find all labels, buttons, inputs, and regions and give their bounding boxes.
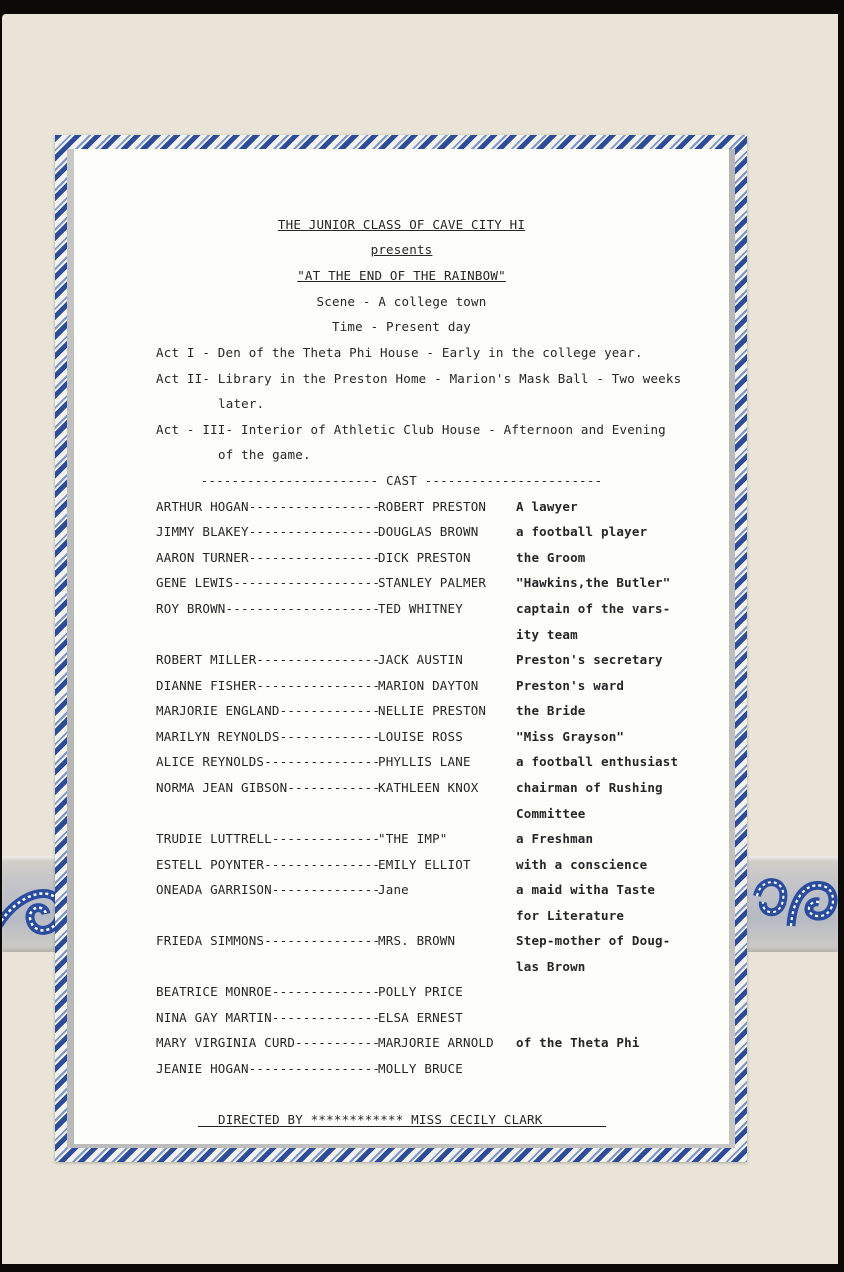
role-name: STANLEY PALMER <box>378 575 487 590</box>
actor-name: NINA GAY MARTIN-------------- <box>156 1010 381 1025</box>
program-card <box>74 149 729 1144</box>
act-line: Act I - Den of the Theta Phi House - Early in the college year. <box>156 345 643 360</box>
actor-name: GENE LEWIS------------------- <box>156 575 381 590</box>
act-line: of the game. <box>218 447 311 462</box>
role-name: MRS. BROWN <box>378 933 456 948</box>
program-content <box>74 149 729 1144</box>
actor-name: ESTELL POYNTER--------------- <box>156 857 381 872</box>
actor-name: MARJORIE ENGLAND------------- <box>156 703 381 718</box>
role-name: MARION DAYTON <box>378 678 479 693</box>
actor-name: BEATRICE MONROE-------------- <box>156 984 381 999</box>
role-description-continued: las Brown <box>516 959 586 974</box>
actor-name: MARY VIRGINIA CURD----------- <box>156 1035 381 1050</box>
rope-border-frame <box>55 135 747 1162</box>
role-description-continued: for Literature <box>516 908 625 923</box>
play-title: "AT THE END OF THE RAINBOW" <box>297 268 506 283</box>
role-description: Preston's secretary <box>516 652 663 667</box>
role-name: DOUGLAS BROWN <box>378 524 479 539</box>
role-description: a Freshman <box>516 831 594 846</box>
scene-line: Scene - A college town <box>316 294 487 309</box>
role-description: chairman of Rushing <box>516 780 663 795</box>
role-name: ROBERT PRESTON <box>378 499 487 514</box>
director-credit: DIRECTED BY ************ MISS CECILY CLARK <box>198 1112 606 1127</box>
actor-name: ARTHUR HOGAN----------------- <box>156 499 381 514</box>
actor-name: FRIEDA SIMMONS--------------- <box>156 933 381 948</box>
role-description: a football player <box>516 524 648 539</box>
role-name: POLLY PRICE <box>378 984 463 999</box>
role-name: "THE IMP" <box>378 831 448 846</box>
actor-name: ONEADA GARRISON-------------- <box>156 882 381 897</box>
role-description: "Miss Grayson" <box>516 729 625 744</box>
role-description: Step-mother of Doug- <box>516 933 671 948</box>
role-description-continued: Committee <box>516 806 586 821</box>
role-name: KATHLEEN KNOX <box>378 780 479 795</box>
role-name: JACK AUSTIN <box>378 652 463 667</box>
role-name: DICK PRESTON <box>378 550 471 565</box>
role-name: EMILY ELLIOT <box>378 857 471 872</box>
program-page <box>2 14 838 1264</box>
role-description: "Hawkins,the Butler" <box>516 575 671 590</box>
role-description: a maid witha Taste <box>516 882 656 897</box>
presents-line: presents <box>370 242 433 257</box>
role-name: NELLIE PRESTON <box>378 703 487 718</box>
actor-name: AARON TURNER----------------- <box>156 550 381 565</box>
role-name: TED WHITNEY <box>378 601 463 616</box>
actor-name: TRUDIE LUTTRELL-------------- <box>156 831 381 846</box>
role-name: Jane <box>378 882 409 897</box>
role-name: PHYLLIS LANE <box>378 754 471 769</box>
act-line: later. <box>218 396 265 411</box>
role-description: a football enthusiast <box>516 754 679 769</box>
role-description: captain of the vars- <box>516 601 671 616</box>
actor-name: ROY BROWN-------------------- <box>156 601 381 616</box>
actor-name: ALICE REYNOLDS--------------- <box>156 754 381 769</box>
role-name: ELSA ERNEST <box>378 1010 463 1025</box>
role-description-continued: ity team <box>516 627 578 642</box>
role-description: A lawyer <box>516 499 578 514</box>
role-description: Preston's ward <box>516 678 625 693</box>
actor-name: MARILYN REYNOLDS------------- <box>156 729 381 744</box>
role-description: the Groom <box>516 550 586 565</box>
actor-name: JIMMY BLAKEY----------------- <box>156 524 381 539</box>
role-description: the Bride <box>516 703 586 718</box>
cast-heading: ----------------------- CAST ----------------------- <box>200 473 603 488</box>
actor-name: DIANNE FISHER---------------- <box>156 678 381 693</box>
time-line: Time - Present day <box>331 319 472 334</box>
role-description: of the Theta Phi <box>516 1035 640 1050</box>
right-ornament-band <box>747 856 838 952</box>
actor-name: ROBERT MILLER---------------- <box>156 652 381 667</box>
role-name: MOLLY BRUCE <box>378 1061 463 1076</box>
act-line: Act II- Library in the Preston Home - Marion's Mask Ball - Two weeks <box>156 371 682 386</box>
actor-name: JEANIE HOGAN----------------- <box>156 1061 381 1076</box>
role-description: with a conscience <box>516 857 648 872</box>
scroll-ornament-icon <box>747 856 838 952</box>
act-line: Act - III- Interior of Athletic Club House - Afternoon and Evening <box>156 422 666 437</box>
role-name: LOUISE ROSS <box>378 729 463 744</box>
actor-name: NORMA JEAN GIBSON------------ <box>156 780 381 795</box>
role-name: MARJORIE ARNOLD <box>378 1035 494 1050</box>
class-title: THE JUNIOR CLASS OF CAVE CITY HI <box>277 217 526 232</box>
